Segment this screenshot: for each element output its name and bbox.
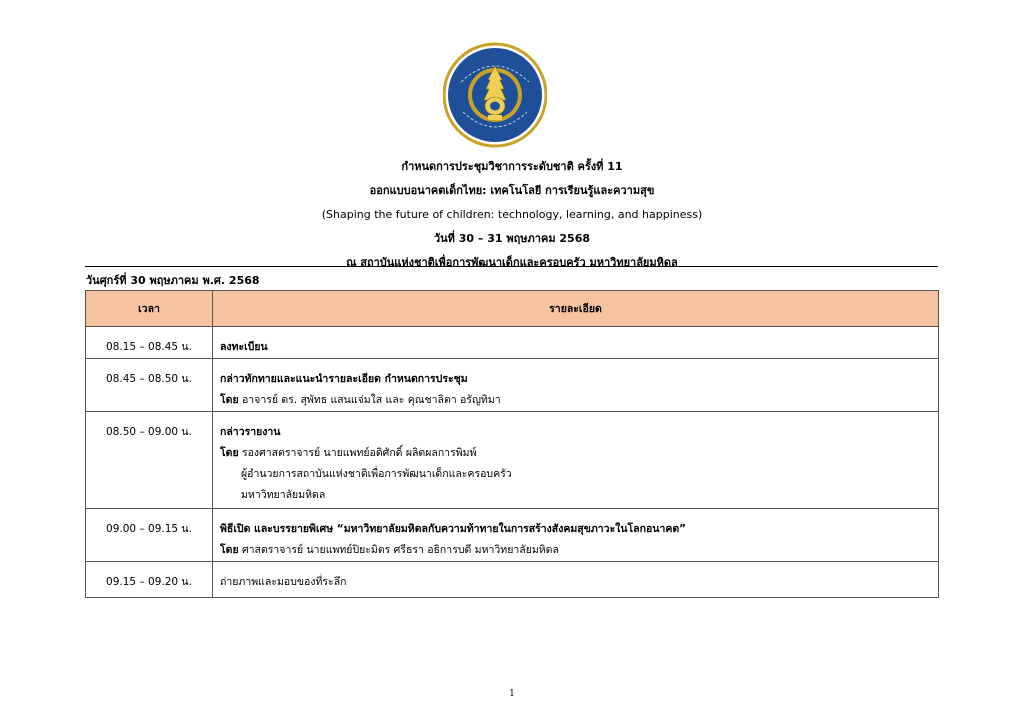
table-header-row [86, 291, 939, 327]
by-label: โดย [220, 447, 239, 459]
column-header-time: เวลา [86, 291, 213, 327]
speaker-line [220, 390, 931, 411]
speaker-line [220, 540, 931, 561]
speaker-position: ผู้อำนวยการสถาบันแห่งชาติเพื่อการพัฒนาเด็กและครอบครัว [241, 468, 512, 480]
agenda-topic: ลงทะเบียน [220, 341, 268, 353]
column-header-details: รายละเอียด [213, 291, 939, 327]
time-cell: 09.15 – 09.20 น. [86, 562, 213, 598]
schedule-table [85, 290, 939, 598]
details-cell [213, 562, 939, 598]
day-heading: วันศุกร์ที่ 30 พฤษภาคม พ.ศ. 2568 [86, 274, 260, 287]
agenda-topic: กล่าวทักทายและแนะนำรายละเอียด กำหนดการประชุม [220, 373, 468, 385]
title-line-english: (Shaping the future of children: technology, learning, and happiness) [321, 208, 703, 221]
agenda-topic-plain: ถ่ายภาพและมอบของที่ระลึก [220, 576, 347, 588]
time-cell: 08.15 – 08.45 น. [86, 327, 213, 359]
speaker-text: ศาสตราจารย์ นายแพทย์ปิยะมิตร ศรีธรา อธิการบดี มหาวิทยาลัยมหิดล [241, 544, 559, 556]
table-row [86, 412, 939, 509]
speaker-text: อาจารย์ ดร. สุพัทธ แสนแจ่มใส และ คุณชาลิตา อรัญทิมา [241, 394, 501, 406]
title-line-1: กำหนดการประชุมวิชาการระดับชาติ ครั้งที่ 11 [401, 160, 623, 173]
speaker-line [220, 443, 931, 464]
conference-title-block [0, 155, 1024, 275]
time-cell: 08.45 – 08.50 น. [86, 359, 213, 412]
by-label: โดย [220, 394, 239, 406]
by-label: โดย [220, 544, 239, 556]
time-cell: 09.00 – 09.15 น. [86, 509, 213, 562]
details-cell [213, 509, 939, 562]
agenda-topic: พิธีเปิด และบรรยายพิเศษ “มหาวิทยาลัยมหิดลกับความท้าทายในการสร้างสังคมสุขภาวะในโลกอนาคต” [220, 523, 687, 535]
mahidol-university-seal [443, 42, 547, 148]
table-row [86, 562, 939, 598]
table-row [86, 509, 939, 562]
agenda-topic: กล่าวรายงาน [220, 426, 281, 438]
details-cell [213, 327, 939, 359]
page-number: 1 [509, 689, 515, 699]
details-cell [213, 412, 939, 509]
details-cell [213, 359, 939, 412]
table-row [86, 327, 939, 359]
table-row [86, 359, 939, 412]
title-line-2: ออกแบบอนาคตเด็กไทย: เทคโนโลยี การเรียนรู้และความสุข [369, 184, 655, 197]
title-line-date: วันที่ 30 – 31 พฤษภาคม 2568 [433, 232, 591, 245]
time-cell: 08.50 – 09.00 น. [86, 412, 213, 509]
speaker-affiliation: มหาวิทยาลัยมหิดล [241, 489, 326, 501]
divider [85, 266, 938, 267]
speaker-text: รองศาสตราจารย์ นายแพทย์อดิศักดิ์ ผลิตผลการพิมพ์ [241, 447, 477, 459]
title-line-venue: ณ สถาบันแห่งชาติเพื่อการพัฒนาเด็กและครอบครัว มหาวิทยาลัยมหิดล [346, 256, 678, 269]
